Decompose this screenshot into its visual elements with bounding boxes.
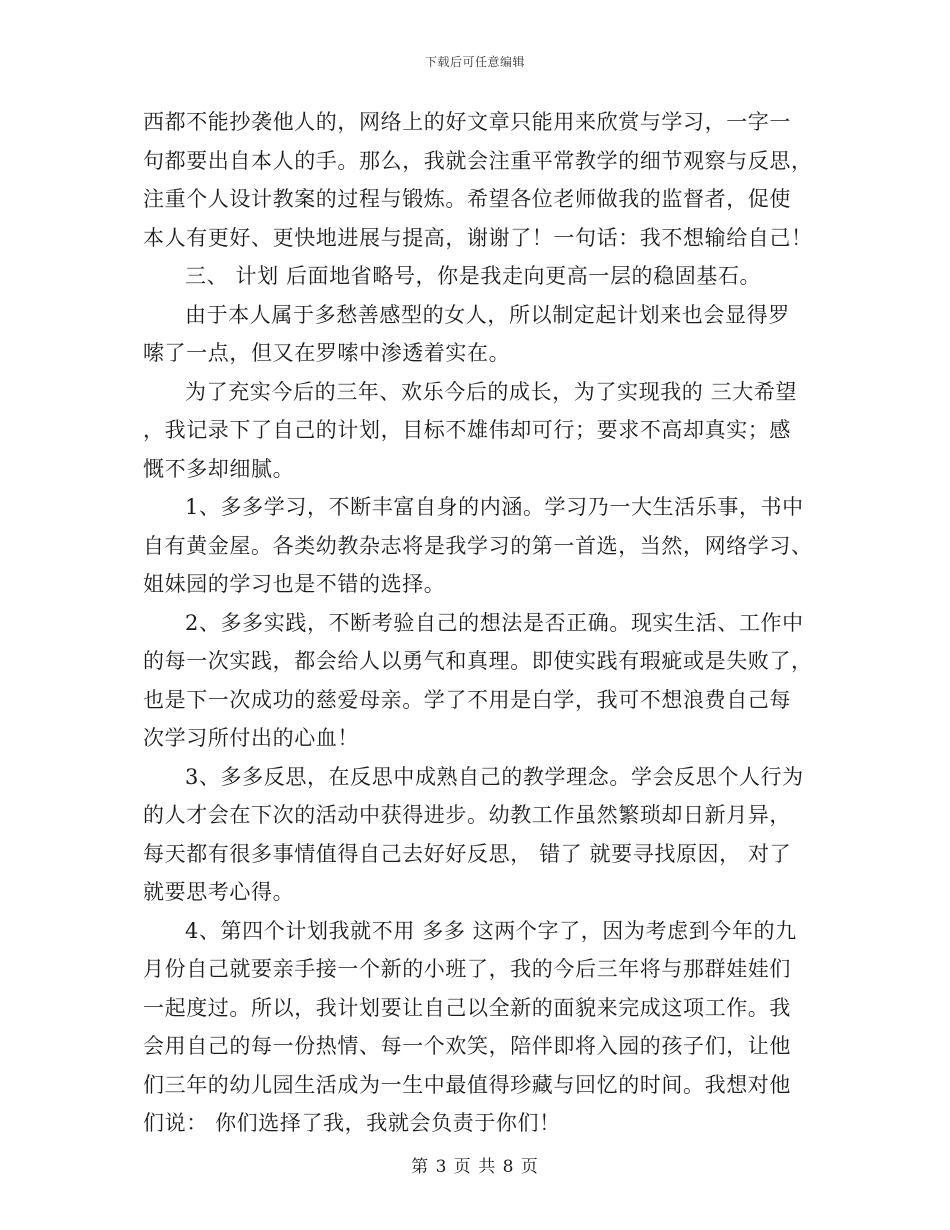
text-line: 们说： 你们选择了我，我就会负责于你们！ xyxy=(143,1111,561,1135)
text-line: 自有黄金屋。各类幼教杂志将是我学习的第一首选，当然，网络学习、 xyxy=(143,533,813,558)
text-line: 句都要出自本人的手。那么，我就会注重平常教学的细节观察与反思， xyxy=(143,148,813,173)
text-line: 由于本人属于多愁善感型的女人，所以制定起计划来也会显得罗 xyxy=(185,302,790,327)
text-line: 为了充实今后的三年、欢乐今后的成长，为了实现我的 三大希望 xyxy=(185,379,798,404)
text-line: 3、多多反思，在反思中成熟自己的教学理念。学会反思个人行为 xyxy=(185,764,804,789)
text-line: 们三年的幼儿园生活成为一生中最值得珍藏与回忆的时间。我想对他 xyxy=(143,1072,791,1097)
text-line: 2、多多实践，不断考验自己的想法是否正确。现实生活、工作中 xyxy=(185,610,804,635)
text-line: 的每一次实践，都会给人以勇气和真理。即使实践有瑕疵或是失败了， xyxy=(143,649,813,673)
page-number: 第 3 页 共 8 页 xyxy=(411,1157,539,1177)
text-line: 1、多多学习，不断丰富自身的内涵。学习乃一大生活乐事，书中 xyxy=(185,495,804,519)
text-line: 一起度过。所以，我计划要让自己以全新的面貌来完成这项工作。我 xyxy=(143,995,791,1020)
header-note: 下载后可任意编辑 xyxy=(424,55,525,69)
text-line: 4、第四个计划我就不用 多多 这两个字了，因为考虑到今年的九 xyxy=(185,918,797,943)
section-heading: 三、 计划 后面地省略号，你是我走向更高一层的稳固基石。 xyxy=(185,264,762,288)
text-line: ，我记录下了自己的计划，目标不雄伟却可行；要求不高却真实；感 xyxy=(143,418,791,442)
text-line: 西都不能抄袭他人的，网络上的好文章只能用来欣赏与学习，一字一 xyxy=(143,110,791,134)
text-line: 嗦了一点，但又在罗嗦中渗透着实在。 xyxy=(143,341,511,365)
text-line: 每天都有很多事情值得自己去好好反思， 错了 就要寻找原因， 对了 xyxy=(143,841,792,866)
text-line: 月份自己就要亲手接一个新的小班了，我的今后三年将与那群娃娃们 xyxy=(143,957,791,981)
text-line: 也是下一次成功的慈爱母亲。学了不用是白学，我可不想浪费自己每 xyxy=(143,687,791,712)
text-line: 慨不多却细腻。 xyxy=(143,456,295,481)
text-line: 就要思考心得。 xyxy=(143,880,295,904)
text-line: 本人有更好、更快地进展与提高，谢谢了！一句话：我不想输给自己！ xyxy=(143,225,813,250)
text-line: 次学习所付出的心血！ xyxy=(143,726,359,750)
text-line: 姐妹园的学习也是不错的选择。 xyxy=(143,572,446,596)
text-line: 注重个人设计教案的过程与锻炼。希望各位老师做我的监督者，促使 xyxy=(143,187,791,211)
text-line: 会用自己的每一份热情、每一个欢笑，陪伴即将入园的孩子们，让他 xyxy=(143,1034,791,1058)
document-body xyxy=(143,103,813,1143)
text-line: 的人才会在下次的活动中获得进步。幼教工作虽然繁琐却日新月异， xyxy=(143,803,791,827)
